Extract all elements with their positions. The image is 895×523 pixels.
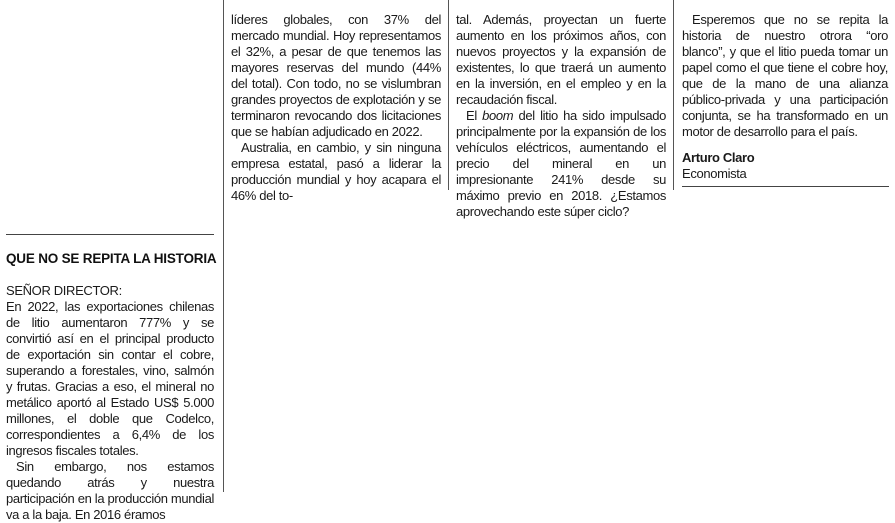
signature-role: Economista <box>682 166 747 181</box>
signature-rule <box>682 186 889 187</box>
paragraph: En 2022, las exportaciones chilenas de litio aumentaron 777% y se convirtió así en el principal producto de exportación sin contar el cobre, superando a forestales, vino, salmón y frutas. Gracias a eso, el mineral no metálico aportó al Estado US$ 5.000 millones, el doble que Codelco, correspondientes a 6,4% de los ingresos fiscales totales. <box>6 299 214 458</box>
paragraph: líderes globales, con 37% del mercado mundial. Hoy representamos el 32%, a pesar de que tenemos las mayores reservas del mundo (44% del total). Con todo, no se vislumbran grandes proyectos de explotación y se terminaron revocando dos licitaciones que se habían adjudicado en 2022. <box>231 12 441 139</box>
signature-name: Arturo Claro <box>682 150 755 165</box>
letter-column-1 <box>6 283 214 523</box>
column-divider <box>448 0 449 190</box>
paragraph: Australia, en cambio, y sin ninguna empresa estatal, pasó a liderar la producción mundial y hoy acapara el 46% del to- <box>231 140 441 203</box>
letter-column-4 <box>682 12 888 182</box>
paragraph: Esperemos que no se repita la historia de nuestro otrora “oro blanco”, y que el litio pueda tomar un papel como el que tiene el cobre hoy, que de la mano de una alianza público-privada y una participación conjunta, se ha transformado en un motor de desarrollo para el país. <box>682 12 888 139</box>
letter-column-3 <box>456 12 666 220</box>
paragraph: tal. Además, proyectan un fuerte aumento en los próximos años, con nuevos proyectos y la expansión de existentes, lo que traerá un aumento en la inversión, en el empleo y en la recaudación fiscal. <box>456 12 666 107</box>
letter-column-2 <box>231 12 441 204</box>
salutation: SEÑOR DIRECTOR: <box>6 283 122 298</box>
column-divider <box>223 0 224 492</box>
text-run: del litio ha sido impulsado principalmente por la expansión de los vehículos eléctricos, aumentando el precio del mineral en un impresionante 241% desde su máximo previo en 2018. ¿Estamos aprovechando este súper ciclo? <box>456 108 666 219</box>
letter-headline: QUE NO SE REPITA LA HISTORIA <box>6 251 217 266</box>
italic-term: boom <box>482 108 514 123</box>
paragraph: Sin embargo, nos estamos quedando atrás y nuestra participación en la producción mundial va a la baja. En 2016 éramos <box>6 459 214 522</box>
text-run: El <box>466 108 483 123</box>
paragraph <box>456 108 666 220</box>
column-divider <box>673 0 674 190</box>
headline-rule <box>6 234 214 235</box>
